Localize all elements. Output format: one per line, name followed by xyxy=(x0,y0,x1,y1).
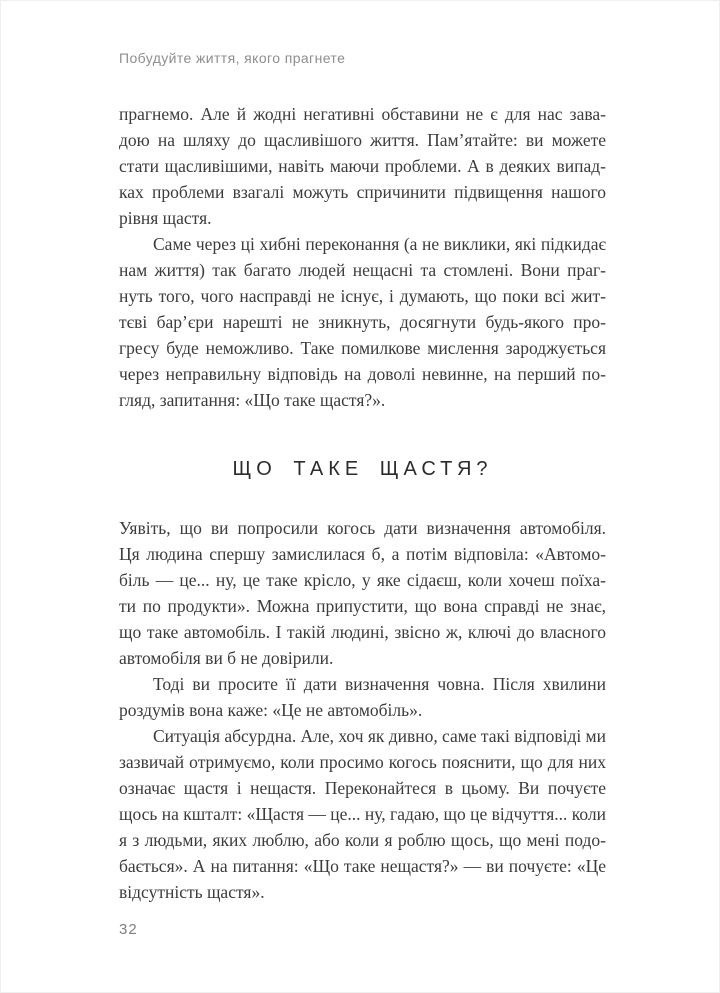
paragraph-line: щось на кшталт: «Щастя — це... ну, гадаю, що це відчуття... коли xyxy=(119,804,606,824)
paragraph-line: відсутність щастя». xyxy=(119,882,265,902)
paragraphs-before-heading xyxy=(119,101,606,413)
paragraph-line: ти по продукти». Можна припустити, що вона справді не знає, xyxy=(119,596,606,616)
paragraph-line: Уявіть, що ви попросили когось дати визначення автомобіля. xyxy=(119,518,606,538)
paragraph-line: Тоді ви просите її дати визначення човна. Після хвилини xyxy=(153,674,606,694)
paragraph-line: означає щастя і нещастя. Переконайтеся в цьому. Ви почуєте xyxy=(119,778,606,798)
paragraph-line: Ситуація абсурдна. Але, хоч як дивно, саме такі відповіді ми xyxy=(153,726,606,746)
paragraph-line: нуть того, чого насправді не існує, і думають, що поки всі жит- xyxy=(119,286,606,306)
paragraph-line: гресу буде неможливо. Таке помилкове мислення зароджується xyxy=(119,338,606,358)
paragraph-line: прагнемо. Але й жодні негативні обставини не є для нас зава- xyxy=(119,104,606,124)
section-heading: ЩО ТАКЕ ЩАСТЯ? xyxy=(232,458,493,480)
paragraph-line: через неправильну відповідь на доволі невинне, на перший по- xyxy=(119,364,606,384)
paragraph-line: дою на шляху до щасливішого життя. Пам’ятайте: ви можете xyxy=(119,130,606,150)
paragraph-line: Саме через ці хибні переконання (а не виклики, які підкидає xyxy=(153,234,606,254)
paragraph-line: роздумів вона каже: «Це не автомобіль». xyxy=(119,700,423,720)
paragraph-line: біль — це... ну, це таке крісло, у яке сідаєш, коли хочеш поїха- xyxy=(119,570,606,590)
text-column xyxy=(119,101,606,905)
paragraph-line: стати щасливішими, навіть маючи проблеми. А в деяких випад- xyxy=(119,156,606,176)
paragraph-line: Ця людина спершу замислилася б, а потім відповіла: «Автомо- xyxy=(119,544,606,564)
paragraph-line: що таке автомобіль. І такій людині, звісно ж, ключі до власного xyxy=(119,622,606,642)
paragraph-line: я з людьми, яких люблю, або коли я роблю щось, що мені подо- xyxy=(119,830,606,850)
paragraph-line: рівня щастя. xyxy=(119,208,212,228)
paragraph-line: бається». А на питання: «Що таке нещастя?» — ви почуєте: «Це xyxy=(119,856,606,876)
running-header: Побудуйте життя, якого прагнете xyxy=(119,50,346,66)
paragraph-line: автомобіля ви б не довірили. xyxy=(119,648,334,668)
paragraph-line: тєві бар’єри нарешті не зникнуть, досягнути будь-якого про- xyxy=(119,312,606,332)
paragraph-line: гляд, запитання: «Що таке щастя?». xyxy=(119,390,386,410)
paragraph-line: нам життя) так багато людей нещасні та стомлені. Вони праг- xyxy=(119,260,606,280)
page-number: 32 xyxy=(119,921,138,938)
paragraph-line: зазвичай отримуємо, коли просимо когось пояснити, що для них xyxy=(119,752,606,772)
paragraphs-after-heading xyxy=(119,515,606,905)
paragraph-line: ках проблеми взагалі можуть спричинити підвищення нашого xyxy=(119,182,606,202)
